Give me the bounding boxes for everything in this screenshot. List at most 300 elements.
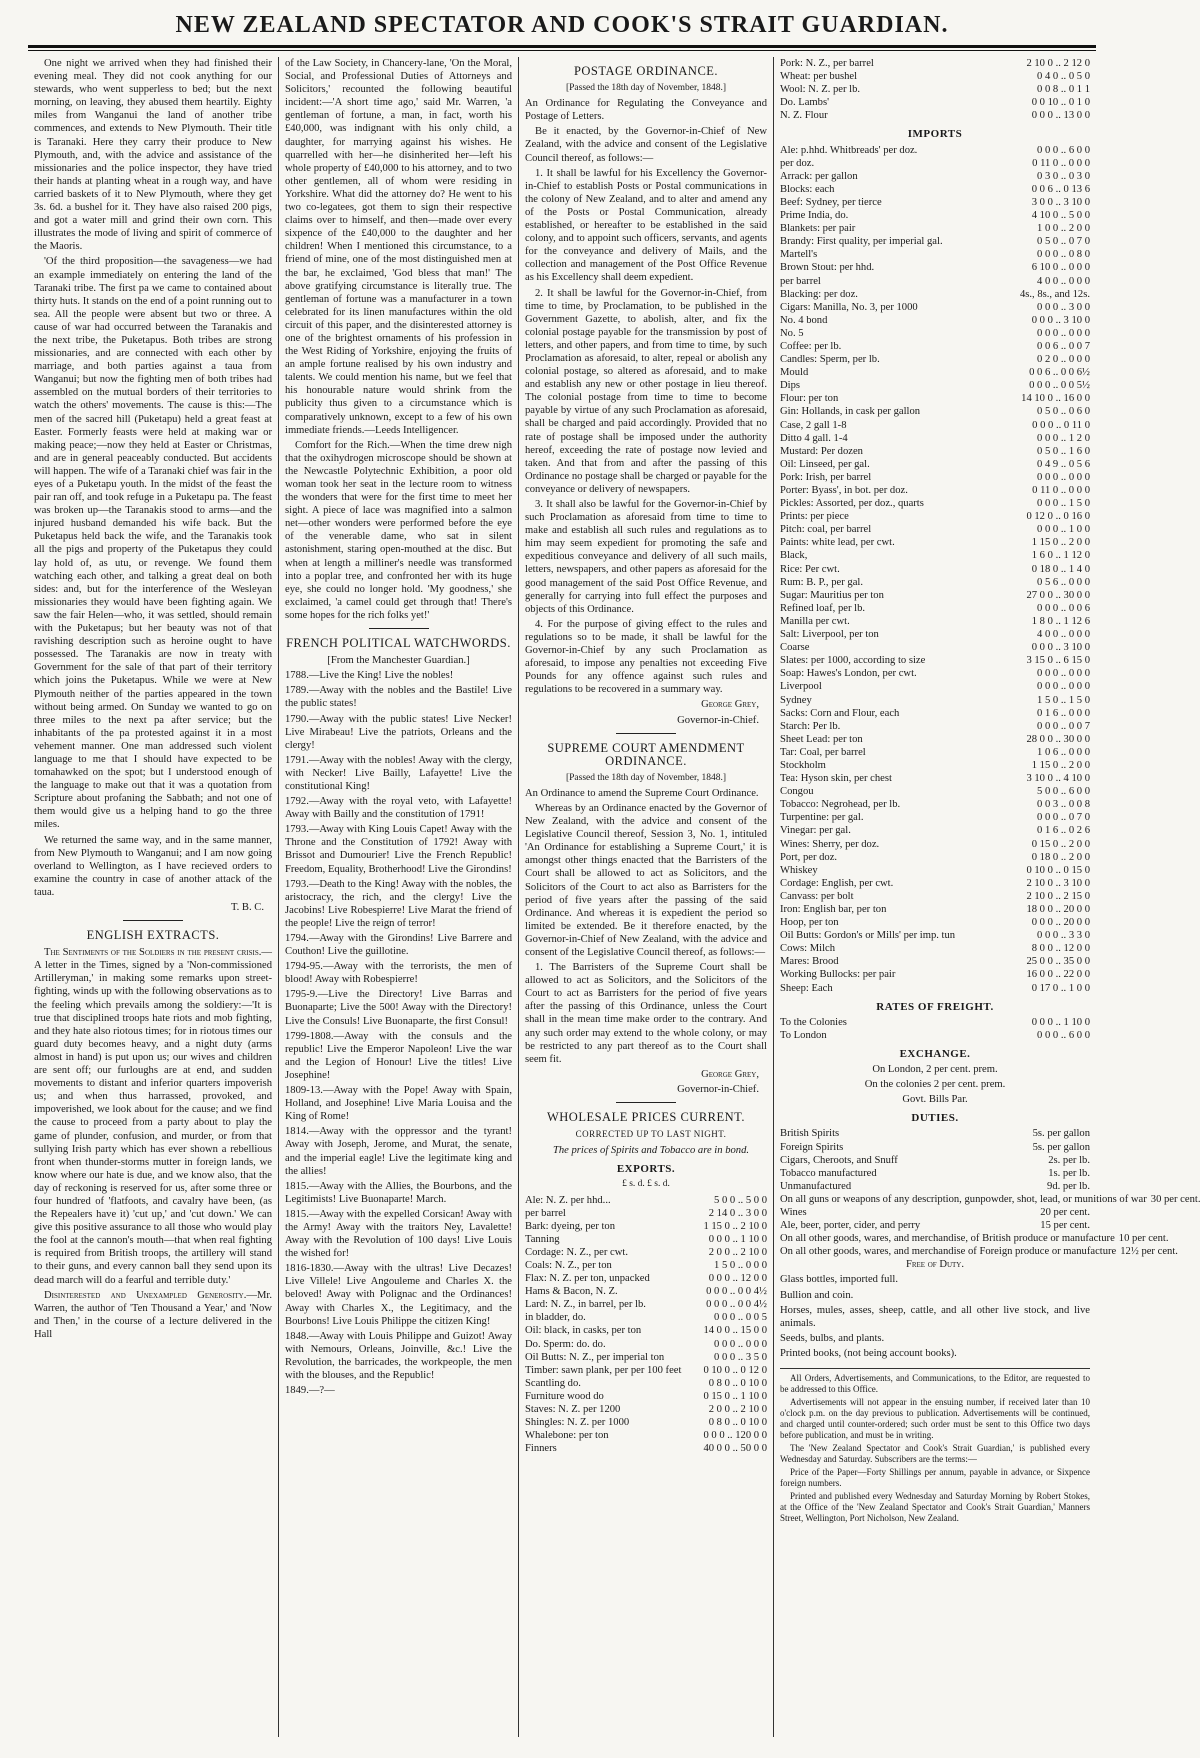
item-name: Pork: Irish, per barrel <box>780 471 872 483</box>
item-price: 0 12 0 .. 0 16 0 <box>1026 511 1090 523</box>
prices-note: The prices of Spirits and Tobacco are in bond. <box>552 1145 750 1157</box>
column-2 <box>278 57 518 1737</box>
watchword-entry: 1791.—Away with the nobles! Away with the clergy, with Necker! Live Bailly, Lafayette! Live the constitutional King! <box>285 754 512 792</box>
item-price: 0 0 0 .. 3 3 0 <box>1037 930 1090 942</box>
watchword-entry: 1793.—Away with King Louis Capet! Away with the Throne and the Constitution of 1792! Away with Brissot and Dumourier! Live the French Republic! Freedom, Equality, Brotherhood! Live the Girondins! <box>285 824 512 875</box>
item-price: 0 0 6 .. 0 0 7 <box>1037 340 1090 352</box>
item-name: per barrel <box>525 1207 566 1219</box>
price-row <box>525 1364 767 1377</box>
item-price: 0 10 0 .. 0 12 0 <box>703 1364 767 1376</box>
item-price: 0 0 0 .. 0 0 4½ <box>706 1286 767 1298</box>
price-row <box>780 942 1090 955</box>
watchword-entry: 1792.—Away with the royal veto, with Lafayette! Away with Bailly and the constitution of 1791! <box>285 796 512 821</box>
item-price: 0 17 0 .. 1 0 0 <box>1031 982 1090 994</box>
item-name: Porter: Byass', in bot. per doz. <box>780 485 908 496</box>
section-heading: SUPREME COURT AMENDMENT ORDINANCE. <box>547 740 745 768</box>
divider <box>123 920 183 921</box>
divider <box>369 628 429 629</box>
free-item: Bullion and coin. <box>780 1289 854 1301</box>
item-name: Prime India, do. <box>780 210 849 222</box>
item-price: 1 5 0 .. 0 0 0 <box>714 1259 767 1271</box>
price-row <box>525 1351 767 1364</box>
price-row <box>780 353 1090 366</box>
item-price: 14 10 0 .. 16 0 0 <box>1021 393 1090 405</box>
item-price: 0 0 0 .. 13 0 0 <box>1031 110 1090 122</box>
price-row <box>525 1403 767 1416</box>
source-line: [From the Manchester Guardian.] <box>327 655 470 667</box>
price-row <box>780 497 1090 510</box>
price-row <box>780 196 1090 209</box>
price-row <box>780 982 1090 995</box>
price-row <box>780 392 1090 405</box>
item-name: Port, per doz. <box>780 851 838 863</box>
section-heading: WHOLESALE PRICES CURRENT. <box>546 1110 746 1125</box>
price-row <box>525 1442 767 1455</box>
item-price: 0 0 0 .. 12 0 0 <box>708 1273 767 1285</box>
item-name: Cordage: English, per cwt. <box>780 877 894 889</box>
item-name: Cordage: N. Z., per cwt. <box>525 1246 628 1258</box>
price-row <box>780 70 1090 83</box>
prices-subheading: CORRECTED UP TO LAST NIGHT. <box>575 1129 727 1140</box>
item-price: 4 10 0 .. 5 0 0 <box>1031 210 1090 222</box>
price-row <box>780 288 1090 301</box>
duties-table <box>780 1127 1200 1258</box>
price-row <box>780 109 1090 122</box>
item-price: 1 5 0 .. 1 5 0 <box>1037 694 1090 706</box>
item-price: 0 0 0 .. 0 0 0 <box>1037 668 1090 680</box>
free-item: Horses, mules, asses, sheep, cattle, and all other live stock, and live animals. <box>780 1304 1090 1329</box>
article-paragraph: 1. The Barristers of the Supreme Court shall be allowed to act as Solicitors, and the Solicitors of the Court to act as Barristers for the period of five years after the passing of this Ordinance, unless the Court shall in the mean time make order to the contrary. And any such order may extend to the whole colony, or may be restricted to any part thereof as to the Court shall seem fit. <box>525 962 767 1065</box>
price-row <box>780 536 1090 549</box>
item-name: Blankets: per pair <box>780 223 856 235</box>
item-price: 0 0 0 .. 0 0 7 <box>1037 720 1090 732</box>
price-row <box>780 248 1090 261</box>
item-price: 0 0 0 .. 6 0 0 <box>1037 144 1090 156</box>
item-name: Wines: Sherry, per doz. <box>780 838 880 850</box>
signature-name: George Grey, <box>701 699 759 711</box>
item-price: 0 0 0 .. 0 0 0 <box>714 1338 767 1350</box>
price-row <box>780 405 1090 418</box>
item-name: Tar: Coal, per barrel <box>780 746 866 758</box>
item-name: Prints: per piece <box>780 511 849 523</box>
price-row <box>780 432 1090 445</box>
price-row <box>525 1207 767 1220</box>
item-price: 27 0 0 .. 30 0 0 <box>1026 589 1090 601</box>
price-row <box>525 1324 767 1337</box>
price-row <box>525 1220 767 1233</box>
item-name: Furniture wood do <box>525 1390 604 1402</box>
price-row <box>780 654 1090 667</box>
item-name: Sugar: Mauritius per ton <box>780 589 884 601</box>
item-price: 0 8 0 .. 0 10 0 <box>708 1417 767 1429</box>
item-name: Wool: N. Z. per lb. <box>780 84 861 96</box>
item-name: Canvass: per bolt <box>780 890 854 902</box>
item-price: 0 0 8 .. 0 1 1 <box>1037 84 1090 96</box>
duty-row <box>780 1206 1090 1219</box>
price-row <box>780 183 1090 196</box>
article-paragraph: An Ordinance to amend the Supreme Court Ordinance. <box>525 787 759 799</box>
item-name: Oil Butts: N. Z., per imperial ton <box>525 1351 665 1363</box>
article-paragraph: An Ordinance for Regulating the Conveyance and Postage of Letters. <box>525 98 767 123</box>
exchange-row: On the colonies 2 per cent. prem. <box>864 1079 1006 1091</box>
item-name: Manilla per cwt. <box>780 615 850 627</box>
price-row <box>780 261 1090 274</box>
item-name: Unmanufactured <box>780 1180 852 1192</box>
item-name: Cows: Milch <box>780 943 836 955</box>
article-paragraph: 3. It shall also be lawful for the Governor-in-Chief by such Proclamation as aforesaid from time to time to make and establish all such rules and regulations as to him may seem expedient for promoting the safe and expeditious conveyance and delivery of all such mails, letters, newspapers, and other papers as aforesaid for the good management of the said Post Office Revenue, and generally for carrying into full effect the purposes and objects of this Ordinance. <box>525 499 767 615</box>
item-price: 2 14 0 .. 3 0 0 <box>708 1207 767 1219</box>
item-name: Sheet Lead: per ton <box>780 733 863 745</box>
item-name: Lard: N. Z., in barrel, per lb. <box>525 1299 646 1311</box>
item-name: Flour: per ton <box>780 393 839 405</box>
watchword-entry: 1816-1830.—Away with the ultras! Live Decazes! Live Villele! Live Angouleme and Charles X. the beloved! Away with Polignac and the Ordinances! Away with Charles X., the Legitimacy, and the Bourbons! Live Louis Philippe the citizen King! <box>285 1263 512 1327</box>
price-row <box>780 615 1090 628</box>
exports-heading: EXPORTS. <box>616 1163 676 1176</box>
item-name: Wheat: per bushel <box>780 71 858 83</box>
item-price: 28 0 0 .. 30 0 0 <box>1026 733 1090 745</box>
price-row <box>780 170 1090 183</box>
item-name: Sheep: Each <box>780 982 833 994</box>
price-row <box>780 641 1090 654</box>
notice-paragraph: Advertisements will not appear in the ensuing number, if received later than 10 o'clock p.m. on the day previous to publication. Advertisements will be continued, and charged until counter-ordered; such order must be sent to this Office two days before publication, and must be in writing. <box>780 1397 1090 1440</box>
free-heading: Free of Duty. <box>905 1259 965 1271</box>
item-name: Candles: Sperm, per lb. <box>780 354 880 366</box>
item-name: Pork: N. Z., per barrel <box>780 58 874 69</box>
item-name: Mustard: Per dozen <box>780 445 863 457</box>
item-name: On all other goods, wares, and merchandise, of British produce or manufacture <box>780 1233 1115 1245</box>
item-name: Bark: dyeing, per ton <box>525 1220 616 1232</box>
item-name: Timber: sawn plank, per per 100 feet <box>525 1364 682 1376</box>
divider <box>616 733 676 734</box>
item-price: 0 0 10 .. 0 1 0 <box>1031 97 1090 109</box>
price-row <box>780 589 1090 602</box>
price-row <box>780 955 1090 968</box>
article-paragraph: 'Of the third proposition—the savageness—we had an example immediately on entering the land of the Taranaki tribe. The first pa we came to contained about thirty huts. It stands on the end of a point running out to sea. All the people were absent but two or three. A cause of war had occurred between the Taranakis and the next tribe, the Puketapus. Both tribes are strong missionaries, and are connected with each other by marriage, and both parties against a taua from Wanganui; but now the fighting men of both tribes had assembled on the mutual borders of their territories to watch the others' movements. The cause is this:—The men of the sacred hill (Puketapu) held a great feast at Easter. Formerly feasts were held at making war or making peace;—now they held at Easter or Christmas, and are in general peaceably conducted. But accidents will happen. The wife of a Taranaki chief was fair in the eyes of a Puketapu youth. In the midst of the feast the pair ran off, and took refuge in a Puketapu pa. The feast was broken up—the Taranakis stood to arms—and the injured husband demanded his wife back. But the Puketapus held back the wife, and the Taranakis took all the pigs and property of the Puketapus they could lay hold of, as utu, or revenge. We found them watching each other, and talking a great deal on both sides: and, but for the interference of the Wesleyan missionaries they would have been fighting again. We saw the fair Helen—who, it was settled, should remain with the Puketapus; but her beauty was not of that ravishing description such as heroine ought to have possessed. The Taranakis are now in treaty with Government for the sale of that part of their territory which joins the Puketapus. While we were at New Plymouth neither of the parties appeared in the town without being armed. On Sunday we wanted to go on three miles to the next pa after service; but the inhabitants of the pa protested against it in a most vehement manner. One man addressed such violent language to me that I should have expected to be tomahawked on the spot; but I understood enough of the language to make out that it was a quotation from Scripture about profaning the Sabbath; and not one of them would give us a helping hand to go the three miles. <box>34 256 272 831</box>
price-row <box>525 1390 767 1403</box>
item-price: 0 0 0 .. 0 0 0 <box>1037 681 1090 693</box>
passed-line: [Passed the 18th day of November, 1848.] <box>565 83 727 94</box>
article-paragraph: Be it enacted, by the Governor-in-Chief of New Zealand, with the advice and consent of the Legislative Council thereof, as follows:— <box>525 126 767 164</box>
item-price: 1 8 0 .. 1 12 6 <box>1031 615 1090 627</box>
price-row <box>525 1338 767 1351</box>
item-name: Coffee: per lb. <box>780 340 842 352</box>
price-row <box>780 523 1090 536</box>
watchword-entry: 1815.—Away with the expelled Corsican! Away with the Army! Away with the traitors Ney, Lavalette! Away with the Revolution of 100 days! Live Louis the wished for! <box>285 1208 512 1260</box>
article-paragraph: 1. It shall be lawful for his Excellency the Governor-in-Chief to establish Posts or Postal communications in the colony of New Zealand, and to alter and amend any of the Posts or Postal Communication, already established, or hereafter to be established in the said colony, and to appoint such officers, servants, and agents for the conveyance and delivery of Mails, and the collection and management of the Post Office Revenue as his Excellency shall deem expedient. <box>525 167 767 284</box>
item-name: Starch: Per lb. <box>780 720 841 732</box>
item-price: 40 0 0 .. 50 0 0 <box>703 1443 767 1455</box>
article-paragraph: 2. It shall be lawful for the Governor-in-Chief, from time to time, by Proclamation, to be published in the Government Gazette, to abolish, alter, and fix the colonial postage payable for the transmission by post of letters, and other papers, and from time to time, by such Proclamation as aforesaid, to alter, repeal or abolish any colonial postage, so altered as aforesaid, and to make and establish any new or other postage in lieu thereof. The colonial postage from time to time to become payable by virtue of any such Proclamation as aforesaid, shall be charged and paid accordingly. Provided that no rate of postage shall be imposed under the authority hereof, exceeding the rate of postage now levied and taken. And that from and after the passing of this Ordinance no postage shall be charged or payable for the conveyance or delivery of newspapers. <box>525 287 767 495</box>
price-row <box>525 1311 767 1324</box>
watchword-entry: 1809-13.—Away with the Pope! Away with Spain, Holland, and Josephine! Live Maria Louisa and the King of Rome! <box>285 1085 512 1123</box>
body-text: —Mr. Warren, the author of 'Ten Thousand a Year,' and 'Now and Then,' in the course of a lecture delivered in the Hall <box>34 1289 272 1340</box>
item-price: 3 10 0 .. 4 10 0 <box>1026 773 1090 785</box>
item-price: 0 0 0 .. 0 0 5 <box>714 1312 767 1324</box>
item-price: 2s. per lb. <box>1048 1154 1090 1166</box>
article-paragraph: of the Law Society, in Chancery-lane, 'On the Moral, Social, and Professional Duties of Attorneys and Solicitors,' recounted the following beautiful incident:—'A short time ago,' said Mr. Warren, 'a gentleman of fortune, a man, in fact, worth his £40,000, was indignant with his only child, a daughter, for marrying against his wishes. He quarrelled with her—he disinherited her—left his whole property of £40,000 to his attorney, and to two other gentlemen, all of whom were residing in Yorkshire. What did the attorney do? He went to his two co-legatees, got them to sign their respective claims over to himself, and then—made over every sixpence of the £40,000 to the daughter and her children! When I mentioned this circumstance, to a friend of mine, one of the most distinguished men at the bar, he exclaimed, 'God bless that man!' The above gratifying circumstance is literally true. The gentleman of fortune was a manufacturer in a town celebrated for its linen manufactures within the old circuit of this paper, and the disinterested attorney is one of the brightest ornaments of his profession in the West Riding of Yorkshire, enjoying the fruits of an ample fortune realised by his own industry and talents. We could mention his name, but we feel that his honourable nature would shrink from the publicity thus given to a circumstance which is comparatively unknown, except to a few of his own immediate friends.—Leeds Intelligencer. <box>285 58 512 436</box>
price-row <box>780 746 1090 759</box>
price-row <box>780 458 1090 471</box>
duty-row <box>780 1245 1178 1258</box>
watchword-entry: 1788.—Live the King! Live the nobles! <box>285 670 454 682</box>
item-price: 0 11 0 .. 0 0 0 <box>1032 157 1090 169</box>
article-paragraph: 4. For the purpose of giving effect to the rules and regulations so to be made, it shall be lawful for the Governor-in-Chief by any such Proclamation as aforesaid, to impose any penalties not exceeding Five Pounds for any offence against such rules and regulations to be recovered in a summary way. <box>525 618 767 696</box>
duty-row <box>780 1167 1090 1180</box>
item-price: 12½ per cent. <box>1120 1246 1178 1258</box>
exchange-heading: EXCHANGE. <box>899 1047 971 1060</box>
item-price: 0 5 0 .. 0 6 0 <box>1037 406 1090 418</box>
duty-row <box>780 1141 1090 1154</box>
item-price: 0 15 0 .. 2 0 0 <box>1031 838 1090 850</box>
item-name: Martell's <box>780 249 818 261</box>
price-row <box>780 379 1090 392</box>
price-row <box>780 851 1090 864</box>
imports-table <box>780 144 1090 995</box>
section-heading: FRENCH POLITICAL WATCHWORDS. <box>286 636 511 651</box>
watchword-entry: 1794.—Away with the Girondins! Live Barrere and Couthon! Live the guillotine. <box>285 933 512 958</box>
column-1 <box>28 57 278 1737</box>
item-price: 0 1 6 .. 0 0 0 <box>1037 707 1090 719</box>
lead-in: Disinterested and Unexampled Generosity. <box>44 1289 247 1301</box>
item-name: Pitch: coal, per barrel <box>780 524 872 536</box>
item-name: Salt: Liverpool, per ton <box>780 629 879 641</box>
article-paragraph <box>34 1289 272 1341</box>
item-name: Working Bullocks: per pair <box>780 969 896 981</box>
price-row <box>780 445 1090 458</box>
price-row <box>780 235 1090 248</box>
item-name: Mares: Brood <box>780 956 839 968</box>
item-price: 14 0 0 .. 15 0 0 <box>703 1325 767 1337</box>
notice-paragraph: The 'New Zealand Spectator and Cook's Strait Guardian,' is published every Wednesday and Saturday. Subscribers are the terms:— <box>780 1443 1090 1464</box>
item-name: Oil: Linseed, per gal. <box>780 458 870 470</box>
article-paragraph: One night we arrived when they had finished their evening meal. They did not cook anything for our stewards, who went supperless to bed; but the next morning, on leaving, they abused them heartily. Eighty miles from Wanganui the land of another tribe commences, and extends to New Plymouth. Their title is Taranaki. Here they carry their produce to New Plymouth, and, with the advice and assistance of the missionaries and the police inspector, they have tried their hands at planting wheat in a rough way, and have carried baskets of it to New Plymouth, where they get 3s. 6d. a bushel for it. They have also raised 200 pigs, and got a water mill and grind their own corn. This illustrates the mode of living and spirit of commerce of the Maoris. <box>34 58 272 253</box>
item-price: 0 15 0 .. 1 10 0 <box>703 1390 767 1402</box>
item-price: 0 0 0 .. 3 10 0 <box>1031 314 1090 326</box>
item-name: Hoop, per ton <box>780 917 839 929</box>
prices-table-continued <box>780 57 1090 122</box>
exchange-row: On London, 2 per cent. prem. <box>872 1064 998 1076</box>
item-price: 0 3 0 .. 0 3 0 <box>1037 170 1090 182</box>
column-3 <box>518 57 773 1737</box>
item-name: Gin: Hollands, in cask per gallon <box>780 406 921 418</box>
item-name: Coarse <box>780 642 810 654</box>
currency-columns: £ s. d. £ s. d. <box>622 1179 670 1190</box>
item-price: 15 per cent. <box>1040 1220 1090 1232</box>
price-row <box>780 327 1090 340</box>
price-row <box>780 484 1090 497</box>
free-list <box>780 1273 1090 1360</box>
article-paragraph: We returned the same way, and in the same manner, from New Plymouth to Wanganui; and I am now going overland to Wellington, as I have recieved orders to examine the country in case of another attack of the taua. <box>34 834 272 898</box>
watchword-entry: 1814.—Away with the oppressor and the tyrant! Away with Joseph, Jerome, and Murat, the senate, and the imperial eagle! Live the legitimate king and the allies! <box>285 1126 512 1177</box>
free-item: Printed books, (not being account books). <box>780 1347 957 1359</box>
price-row <box>780 576 1090 589</box>
item-price: 20 per cent. <box>1040 1206 1090 1218</box>
price-row <box>780 694 1090 707</box>
item-name: No. 5 <box>780 327 804 339</box>
watchword-entry: 1799-1808.—Away with the consuls and the republic! Live the Emperor Napoleon! Live the war and the Legion of Honour! Live the titles! Live Josephine! <box>285 1030 512 1081</box>
item-name: Hams & Bacon, N. Z. <box>525 1286 618 1298</box>
item-name: On all other goods, wares, and merchandise of Foreign produce or manufacture <box>780 1246 1117 1258</box>
item-price: 16 0 0 .. 22 0 0 <box>1026 969 1090 981</box>
item-name: Oil: black, in casks, per ton <box>525 1325 642 1337</box>
item-name: Iron: English bar, per ton <box>780 904 887 915</box>
item-price: 2 10 0 .. 3 10 0 <box>1026 877 1090 889</box>
item-name: Mould <box>780 367 809 379</box>
item-name: Sacks: Corn and Flour, each <box>780 707 900 719</box>
price-row <box>525 1429 767 1442</box>
watchword-entry: 1849.—?— <box>285 1385 335 1397</box>
item-price: 5 0 0 .. 6 0 0 <box>1037 786 1090 798</box>
item-name: in bladder, do. <box>525 1312 586 1324</box>
item-price: 0 0 6 .. 0 13 6 <box>1031 183 1090 195</box>
item-name: Scantling do. <box>525 1377 581 1389</box>
item-price: 0 18 0 .. 2 0 0 <box>1031 851 1090 863</box>
item-price: 4s., 8s., and 12s. <box>1019 288 1090 300</box>
price-row <box>780 720 1090 733</box>
item-name: Tobacco: Negrohead, per lb. <box>780 799 901 811</box>
watchword-entry: 1795-9.—Live the Directory! Live Barras and Buonaparte; Live the 500! Away with the Directory! Live the Consuls! Live Buonaparte, the first Consul! <box>285 989 512 1027</box>
item-price: 0 0 0 .. 120 0 0 <box>703 1430 767 1442</box>
item-name: Dips <box>780 380 801 392</box>
price-row <box>525 1246 767 1259</box>
item-price: 0 0 0 .. 20 0 0 <box>1031 917 1090 929</box>
item-price: 1 15 0 .. 2 0 0 <box>1031 759 1090 771</box>
item-price: 0 18 0 .. 1 4 0 <box>1031 563 1090 575</box>
price-row <box>780 903 1090 916</box>
item-name: per barrel <box>780 275 821 287</box>
item-name: Turpentine: per gal. <box>780 812 864 824</box>
duty-row <box>780 1232 1169 1245</box>
item-name: Ditto 4 gall. 1-4 <box>780 432 848 444</box>
duties-heading: DUTIES. <box>911 1112 959 1125</box>
price-row <box>780 798 1090 811</box>
price-row <box>780 222 1090 235</box>
item-name: Flax: N. Z. per ton, unpacked <box>525 1273 650 1285</box>
item-price: 0 2 0 .. 0 0 0 <box>1037 354 1090 366</box>
price-row <box>780 275 1090 288</box>
price-row <box>780 864 1090 877</box>
item-price: 0 5 6 .. 0 0 0 <box>1037 576 1090 588</box>
item-name: Ale, beer, porter, cider, and perry <box>780 1220 921 1232</box>
item-price: 0 4 9 .. 0 5 6 <box>1037 458 1090 470</box>
price-row <box>525 1233 767 1246</box>
price-row <box>780 680 1090 693</box>
watchword-entry: 1790.—Away with the public states! Live Necker! Live Mirabeau! Live the patriots, Orleans and the clergy! <box>285 713 512 751</box>
duty-row <box>780 1154 1090 1167</box>
item-name: Oil Butts: Gordon's or Mills' per imp. tun <box>780 930 956 942</box>
price-row <box>780 549 1090 562</box>
item-name: Shingles: N. Z. per 1000 <box>525 1417 630 1429</box>
price-row <box>780 707 1090 720</box>
item-price: 0 0 0 .. 3 10 0 <box>1031 642 1090 654</box>
item-price: 2 0 0 .. 2 10 0 <box>708 1404 767 1415</box>
price-row <box>780 419 1090 432</box>
price-row <box>525 1194 767 1207</box>
item-price: 0 0 0 .. 0 8 0 <box>1037 249 1090 261</box>
watchword-entry: 1789.—Away with the nobles and the Bastile! Live the public states! <box>285 685 512 710</box>
column-4 <box>773 57 1200 1737</box>
price-row <box>780 471 1090 484</box>
price-row <box>780 824 1090 837</box>
columns <box>28 57 1200 1737</box>
item-price: 1 0 0 .. 2 0 0 <box>1037 223 1090 235</box>
item-price: 2 10 0 .. 2 12 0 <box>1026 58 1090 69</box>
duty-row <box>780 1127 1090 1140</box>
price-row <box>780 57 1090 70</box>
price-row <box>780 628 1090 641</box>
price-row <box>780 301 1090 314</box>
masthead-rule <box>28 45 1096 48</box>
item-name: Cigars, Cheroots, and Snuff <box>780 1154 898 1166</box>
notice-paragraph: Printed and published every Wednesday and Saturday Morning by Robert Stokes, at the Office of the 'New Zealand Spectator and Cook's Strait Guardian,' Manners Street, Wellington, Port Nicholson, New Zealand. <box>780 1491 1090 1523</box>
item-name: Brandy: First quality, per imperial gal. <box>780 236 943 248</box>
item-price: 6 10 0 .. 0 0 0 <box>1031 262 1090 274</box>
price-row <box>525 1259 767 1272</box>
item-price: 0 0 0 .. 0 7 0 <box>1037 812 1090 824</box>
item-price: 0 0 0 .. 0 0 0 <box>1037 471 1090 483</box>
imports-heading: IMPORTS <box>907 128 963 141</box>
item-name: N. Z. Flour <box>780 110 828 122</box>
item-name: Black, <box>780 550 808 562</box>
price-row <box>780 772 1090 785</box>
article-paragraph: Whereas by an Ordinance enacted by the Governor of New Zealand, with the advice and consent of the Legislative Council thereof, Session 3, No. 1, intituled 'An Ordinance for establishing a Supreme Court,' it is amongst other things enacted that the Barristers of the Court shall be allowed to act as Solicitors, and the Solicitors of the Court to act also as Barristers for the period of five years after the passing of the said Ordinance. And whereas it is expedient the period so limited be extended. Be it therefore enacted, by the Governor-in-Chief of New Zealand, with the advice and consent of the Legislative Council thereof, as follows:— <box>525 802 767 958</box>
price-row <box>780 314 1090 327</box>
item-name: Whiskey <box>780 864 818 876</box>
watchword-entry: 1815.—Away with the Allies, the Bourbons, and the Legitimists! Live Buonaparte! March. <box>285 1180 512 1205</box>
notice-paragraph: Price of the Paper—Forty Shillings per annum, payable in advance, or Sixpence foreign numbers. <box>780 1467 1090 1488</box>
item-name: Foreign Spirits <box>780 1141 844 1153</box>
item-name: Beef: Sydney, per tierce <box>780 196 882 208</box>
item-name: Case, 2 gall 1-8 <box>780 419 847 431</box>
item-name: Do. Lambs' <box>780 97 829 109</box>
price-row <box>780 733 1090 746</box>
price-row <box>780 877 1090 890</box>
price-row <box>780 83 1090 96</box>
free-item: Glass bottles, imported full. <box>780 1274 898 1286</box>
item-price: 0 0 0 .. 1 0 0 <box>1037 524 1090 536</box>
item-name: Finners <box>525 1443 557 1455</box>
signature-title: Governor-in-Chief. <box>677 714 759 726</box>
item-price: 4 0 0 .. 0 0 0 <box>1037 275 1090 287</box>
item-price: 25 0 0 .. 35 0 0 <box>1026 956 1090 968</box>
price-row <box>525 1416 767 1429</box>
item-price: 0 0 0 .. 1 10 0 <box>1031 1016 1090 1028</box>
price-row <box>780 209 1090 222</box>
item-price: 1 15 0 .. 2 10 0 <box>703 1220 767 1232</box>
item-price: 0 11 0 .. 0 0 0 <box>1032 485 1090 496</box>
item-price: 0 0 0 .. 1 5 0 <box>1037 498 1090 510</box>
section-heading: POSTAGE ORDINANCE. <box>573 64 719 78</box>
price-row <box>780 916 1090 929</box>
lead-in: The Sentiments of the Soldiers in the present crisis. <box>44 947 262 959</box>
item-price: 1 15 0 .. 2 0 0 <box>1031 537 1090 549</box>
item-name: Wines <box>780 1206 807 1218</box>
divider <box>616 1102 676 1103</box>
duty-row <box>780 1180 1090 1193</box>
item-name: Coals: N. Z., per ton <box>525 1259 612 1271</box>
item-name: Whalebone: per ton <box>525 1430 609 1442</box>
price-row <box>780 563 1090 576</box>
item-name: Stockholm <box>780 759 826 771</box>
price-row <box>525 1272 767 1285</box>
item-price: 0 10 0 .. 0 15 0 <box>1026 864 1090 876</box>
item-price: 0 0 0 .. 6 0 0 <box>1037 1029 1090 1041</box>
item-name: Liverpool <box>780 681 822 693</box>
publisher-notice <box>780 1368 1090 1524</box>
masthead-rule-thin <box>28 50 1096 51</box>
item-price: 0 5 0 .. 1 6 0 <box>1037 445 1090 457</box>
item-price: 0 0 0 .. 0 11 0 <box>1032 419 1090 431</box>
